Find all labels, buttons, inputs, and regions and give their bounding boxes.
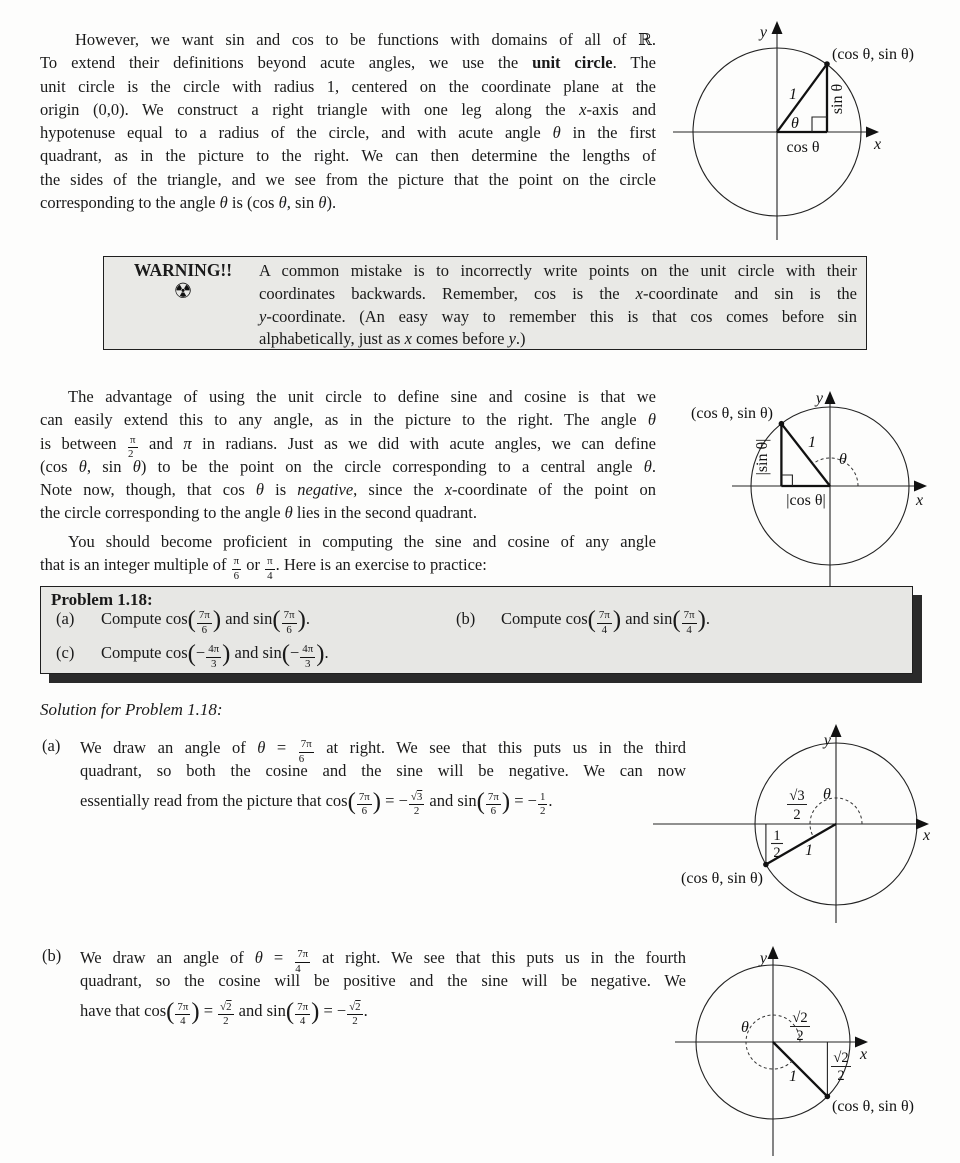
y-axis-arrow-icon — [772, 21, 783, 34]
text-line: quadrant, so both the cosine and the sine will be negative. We can now — [80, 761, 686, 781]
text-line: To extend their definitions beyond acute angles, we use the unit circle. The — [40, 53, 656, 73]
x-axis-label: x — [923, 827, 931, 844]
y-axis-label: y — [823, 732, 831, 749]
radius-label: 1 — [789, 1068, 797, 1085]
text-line: the sides of the triangle, and we see from the picture that the point on the circle — [40, 169, 656, 189]
text-line: can easily extend this to any angle, as in the picture to the right. The angle θ — [40, 410, 656, 430]
text-line: alphabetically, just as x comes before y.) — [259, 329, 526, 349]
radius-label: 1 — [789, 86, 797, 103]
angle-label: θ — [823, 786, 831, 803]
problem-item-b — [456, 606, 710, 636]
practice-intro-paragraph — [40, 530, 656, 582]
problem-item-text: Compute cos(− $\frac{4\pi}{3}$ ) and sin(− $\frac{4\pi}{3}$ ). — [101, 640, 329, 670]
text-line: However, we want sin and cos to be functions with domains of all of ℝ. — [75, 30, 656, 49]
right-angle-mark — [781, 475, 792, 486]
text-line: We draw an angle of θ = $\frac{7\pi}{4}$ at right. We see that this puts us in the fourth — [80, 948, 687, 975]
radiation-icon: ☢ — [173, 279, 193, 303]
cos-fraction-numerator: √2 — [792, 1010, 808, 1026]
text-line: have that cos( $\frac{7\pi}{4}$ ) = $\frac{√2}{2}$ and sin( $\frac{7\pi}{4}$ ) = − $\frac{√2}{2}$ . — [80, 997, 368, 1028]
point-dot — [763, 862, 769, 868]
cos-leg-label: |cos θ| — [786, 492, 826, 509]
right-angle-mark — [812, 117, 827, 132]
problem-item-a — [56, 606, 310, 636]
point-dot — [825, 1094, 831, 1100]
y-axis-arrow-icon — [825, 391, 836, 404]
sin-fraction-denominator: 2 — [773, 845, 781, 861]
solution-part-a-text — [80, 736, 686, 818]
x-axis-label: x — [916, 492, 924, 509]
angle-label: θ — [839, 451, 847, 468]
problem-item-text: Compute cos( $\frac{7\pi}{4}$ ) and sin( $\frac{7\pi}{4}$ ). — [501, 606, 710, 636]
problem-item-text: Compute cos( $\frac{7\pi}{6}$ ) and sin( $\frac{7\pi}{6}$ ). — [101, 606, 310, 636]
text-line: that is an integer multiple of $\frac{\pi}{6}$ or $\frac{\pi}{4}$ . Here is an exercise to practice: — [40, 555, 487, 582]
unit-circle-extension-paragraph — [40, 385, 656, 525]
sin-fraction-numerator: √2 — [833, 1050, 849, 1066]
unit-circle-diagram-q1 — [655, 15, 960, 250]
cos-fraction-numerator: √3 — [789, 788, 805, 804]
x-axis-label: x — [860, 1046, 868, 1063]
text-line: quadrant, so the cosine will be positive and the sine will be negative. We — [80, 971, 686, 991]
y-axis-arrow-icon — [831, 724, 842, 737]
problem-box — [40, 586, 913, 674]
text-line: unit circle is the circle with radius 1, centered on the coordinate plane at the — [40, 76, 656, 96]
text-line: corresponding to the angle θ is (cos θ, sin θ). — [40, 193, 337, 213]
solution-part-b-text — [80, 946, 686, 1028]
intro-paragraph — [40, 28, 656, 214]
solution-part-a-tag: (a) — [42, 736, 61, 755]
sin-leg-label: sin θ — [829, 83, 846, 115]
text-line: origin (0,0). We construct a right triangle with one leg along the x-axis and — [40, 99, 656, 119]
sin-leg-label: |sin θ| — [754, 438, 771, 476]
warning-box — [103, 256, 867, 350]
unit-circle-diagram-q2 — [660, 385, 960, 586]
cos-fraction-denominator: 2 — [796, 1028, 804, 1044]
point-label: (cos θ, sin θ) — [832, 46, 914, 63]
radius-label: 1 — [805, 842, 813, 859]
y-axis-arrow-icon — [768, 946, 779, 959]
point-label: (cos θ, sin θ) — [681, 870, 763, 887]
solution-heading: Solution for Problem 1.18: — [40, 700, 223, 719]
problem-item-tag: (c) — [56, 643, 75, 662]
sin-fraction-denominator: 2 — [837, 1068, 845, 1084]
y-axis-label: y — [759, 950, 767, 967]
text-line: coordinates backwards. Remember, cos is the x-coordinate and sin is the — [259, 283, 857, 303]
text-line: essentially read from the picture that cos( $\frac{7\pi}{6}$ ) = − $\frac{√3}{2}$ and sin( $\frac{7\pi}{6}$ ) = − $\frac{1}{2}$ . — [80, 787, 553, 818]
solution-part-b-tag: (b) — [42, 946, 62, 965]
point-dot — [779, 421, 785, 427]
text-line: The advantage of using the unit circle to define sine and cosine is that we — [68, 387, 656, 406]
x-axis-arrow-icon — [914, 481, 927, 492]
cos-leg-label: cos θ — [786, 139, 820, 156]
angle-label: θ — [741, 1019, 749, 1036]
text-line: We draw an angle of θ = $\frac{7\pi}{6}$ at right. We see that this puts us in the third — [80, 738, 686, 765]
x-axis-label: x — [874, 136, 882, 153]
warning-label-column — [112, 260, 254, 301]
text-line: the circle corresponding to the angle θ lies in the second quadrant. — [40, 503, 477, 523]
warning-text — [259, 260, 857, 351]
problem-item-c — [56, 640, 329, 670]
text-line: quadrant, as in the picture to the right. We can then determine the lengths of — [40, 146, 656, 166]
warning-title: WARNING!! — [133, 260, 233, 280]
text-line: hypotenuse equal to a radius of the circle, and with acute angle θ in the first — [40, 123, 656, 143]
problem-title: Problem 1.18: — [51, 590, 153, 609]
text-line: (cos θ, sin θ) to be the point on the circle corresponding to a central angle θ. — [40, 456, 657, 476]
hypotenuse-line — [777, 64, 827, 132]
sin-fraction-numerator: 1 — [773, 828, 781, 844]
problem-item-tag: (b) — [456, 609, 476, 628]
hypotenuse-line — [781, 424, 830, 486]
point-label: (cos θ, sin θ) — [832, 1098, 914, 1115]
text-line: A common mistake is to incorrectly write points on the unit circle with their — [259, 261, 857, 280]
problem-item-tag: (a) — [56, 609, 75, 628]
text-line: y-coordinate. (An easy way to remember this is that cos comes before sin — [259, 306, 857, 326]
cos-fraction-denominator: 2 — [793, 807, 801, 823]
unit-circle-diagram-7pi4 — [650, 938, 960, 1163]
text-line: You should become proficient in computing the sine and cosine of any angle — [68, 532, 656, 551]
y-axis-label: y — [759, 24, 767, 41]
unit-circle-diagram-7pi6 — [645, 718, 960, 930]
text-line: Note now, though, that cos θ is negative, since the x-coordinate of the point on — [40, 480, 657, 500]
radius-label: 1 — [808, 434, 816, 451]
angle-label: θ — [791, 115, 799, 132]
radius-line — [773, 1042, 827, 1096]
point-label: (cos θ, sin θ) — [691, 405, 773, 422]
point-dot — [824, 61, 830, 67]
text-line: is between $\frac{\pi}{2}$ and π in radians. Just as we did with acute angles, we can define — [40, 433, 656, 461]
y-axis-label: y — [815, 390, 823, 407]
